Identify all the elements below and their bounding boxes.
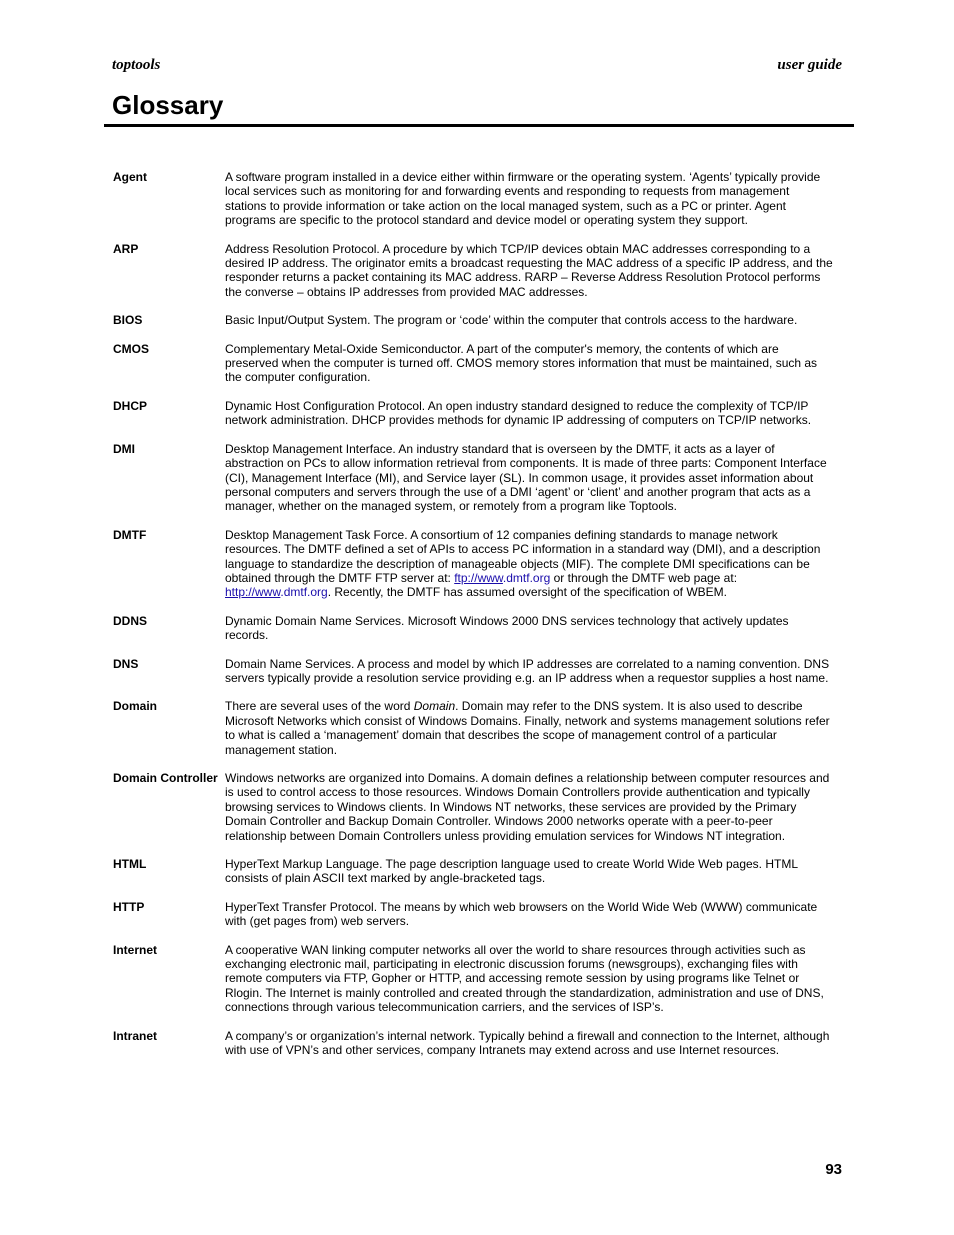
glossary-entry-arp	[113, 242, 833, 300]
glossary-entry-domain	[113, 699, 833, 757]
glossary-term: DNS	[113, 656, 139, 671]
glossary-definition: HyperText Transfer Protocol. The means by which web browsers on the World Wide Web (WWW) communicate with (get pages from) web servers.	[225, 899, 818, 929]
page-number: 93	[825, 1161, 842, 1178]
glossary-entry-dns	[113, 657, 833, 686]
glossary-list	[113, 170, 833, 1072]
glossary-term: Domain	[113, 699, 158, 714]
glossary-definition: Desktop Management Interface. An industry standard that is overseen by the DMTF, it acts as a layer of abstraction on PCs to allow information retrieval from components. It is made of three parts: Component Interface (CI), Management Interface (MI), and Service layer (SL). In common usage, it provides asset information about personal computers and servers through the use of a DMI ‘agent’ or ‘client’ and another program that acts as a manager, whether on the managed system, or remotely from a program like Toptools.	[225, 441, 827, 514]
glossary-definition: Dynamic Domain Name Services. Microsoft Windows 2000 DNS services technology that actively updates records.	[225, 613, 789, 643]
glossary-definition: Complementary Metal-Oxide Semiconductor. A part of the computer's memory, the contents of which are preserved when the computer is turned off. CMOS memory stores information that must be maintained, such as the computer configuration.	[225, 341, 818, 385]
glossary-term: HTML	[113, 857, 147, 872]
definition-text: . Recently, the DMTF has assumed oversight of the specification of WBEM.	[327, 585, 727, 600]
glossary-definition: Basic Input/Output System. The program or ‘code’ within the computer that controls access to the hardware.	[225, 313, 798, 328]
glossary-term: Intranet	[113, 1028, 158, 1043]
glossary-entry-cmos	[113, 342, 833, 385]
glossary-term: CMOS	[113, 341, 149, 356]
dmtf-web-link[interactable]: http://www	[225, 585, 281, 600]
glossary-term: DHCP	[113, 398, 148, 413]
glossary-definition	[225, 528, 833, 600]
glossary-entry-internet	[113, 943, 833, 1015]
glossary-term: HTTP	[113, 899, 145, 914]
glossary-term: Internet	[113, 942, 158, 957]
definition-text: or through the DMTF web page at:	[550, 570, 738, 585]
glossary-definition: HyperText Markup Language. The page description language used to create World Wide Web pages. HTML consists of plain ASCII text marked by angle-bracketed tags.	[225, 857, 798, 886]
glossary-term: ARP	[113, 241, 139, 256]
definition-text: . Domain may refer to the DNS system. It is also used to describe Microsoft Networks which consist of Windows Domains. Finally, network and systems management solutions refer to what is called a ‘management’ domain that describes the scope of management control of a particular management station.	[225, 699, 830, 757]
glossary-entry-dmi	[113, 442, 833, 514]
definition-text: There are several uses of the word	[225, 699, 414, 714]
glossary-entry-html	[113, 857, 833, 886]
glossary-term: DDNS	[113, 613, 148, 628]
definition-emphasis: Domain	[413, 699, 456, 714]
glossary-entry-dmtf	[113, 528, 833, 600]
definition-text: Desktop Management Task Force. A consortium of 12 companies defining standards to manage network resources. The DMTF defined a set of APIs to access PC information in a standard way (DMI), and a description language to standardize the description of manageable objects (MIF). The complete DMI specifications can be obtained through the DMTF FTP server at:	[225, 527, 821, 585]
title-rule	[104, 124, 854, 127]
glossary-definition: Dynamic Host Configuration Protocol. An open industry standard designed to reduce the complexity of TCP/IP network administration. DHCP provides methods for dynamic IP addressing of computers on TCP/IP networks.	[225, 398, 812, 428]
glossary-term: Agent	[113, 170, 147, 184]
glossary-definition: Address Resolution Protocol. A procedure by which TCP/IP devices obtain MAC addresses corresponding to a desired IP address. The originator emits a broadcast requesting the MAC address of a specific IP address, and the responder returns a packet containing its MAC address. RARP – Reverse Address Resolution Protocol performs the converse – obtains IP addresses from provided MAC addresses.	[225, 241, 833, 299]
glossary-definition	[225, 699, 833, 757]
glossary-definition: Windows networks are organized into Domains. A domain defines a relationship between computer resources and is used to control access to those resources. Windows Domain Controllers provide authentication and typically browsing services to Windows clients. In Windows NT networks, these services are provided by the Primary Domain Controller and Backup Domain Controller. Windows 2000 networks operate with a peer-to-peer relationship between Domain Controllers unless providing emulation services for Windows NT integration.	[225, 771, 830, 843]
glossary-term: BIOS	[113, 313, 143, 328]
glossary-entry-http	[113, 900, 833, 929]
glossary-entry-agent	[113, 170, 833, 228]
glossary-entry-domain-controller	[113, 771, 833, 843]
glossary-entry-intranet	[113, 1029, 833, 1058]
glossary-definition: A software program installed in a device either within firmware or the operating system. ‘Agents’ typically provide local services such as monitoring for and forwarding events and responding to requests from management stations to provide information or take action on the local managed system, such as a PC or printer. Agent programs are specific to the protocol standard and device model or operating system they support.	[225, 170, 821, 228]
running-header-right: user guide	[777, 57, 842, 73]
glossary-definition: Domain Name Services. A process and model by which IP addresses are correlated to a naming convention. DNS servers typically provide a resolution service providing e.g. an IP address when a requestor supplies a host name.	[225, 656, 830, 685]
glossary-term: Domain Controller	[113, 771, 218, 785]
running-header-left: toptools	[112, 57, 161, 73]
glossary-definition: A cooperative WAN linking computer networks all over the world to share resources through activities such as exchanging electronic mail, participating in electronic discussion forums (newsgroups), exchanging files with remote computers via FTP, Gopher or HTTP, and accessing remote session by using programs like Telnet or Rlogin. The Internet is mainly controlled and created through the standardization, administration and use of DNS, connections through various telecommunication carriers, and the services of ISP’s.	[225, 942, 824, 1015]
page-title: Glossary	[112, 90, 224, 120]
dmtf-ftp-link-domain[interactable]: .dmtf.org	[502, 570, 551, 585]
dmtf-web-link-domain[interactable]: .dmtf.org	[280, 585, 328, 600]
glossary-entry-ddns	[113, 614, 833, 643]
glossary-term: DMI	[113, 441, 135, 456]
dmtf-ftp-link[interactable]: ftp://www	[454, 570, 503, 585]
glossary-term: DMTF	[113, 527, 147, 542]
glossary-entry-bios	[113, 313, 833, 327]
glossary-definition: A company’s or organization’s internal network. Typically behind a firewall and connection to the Internet, although with use of VPN’s and other services, company Intranets may extend across and use Internet resources.	[225, 1028, 830, 1058]
glossary-entry-dhcp	[113, 399, 833, 428]
